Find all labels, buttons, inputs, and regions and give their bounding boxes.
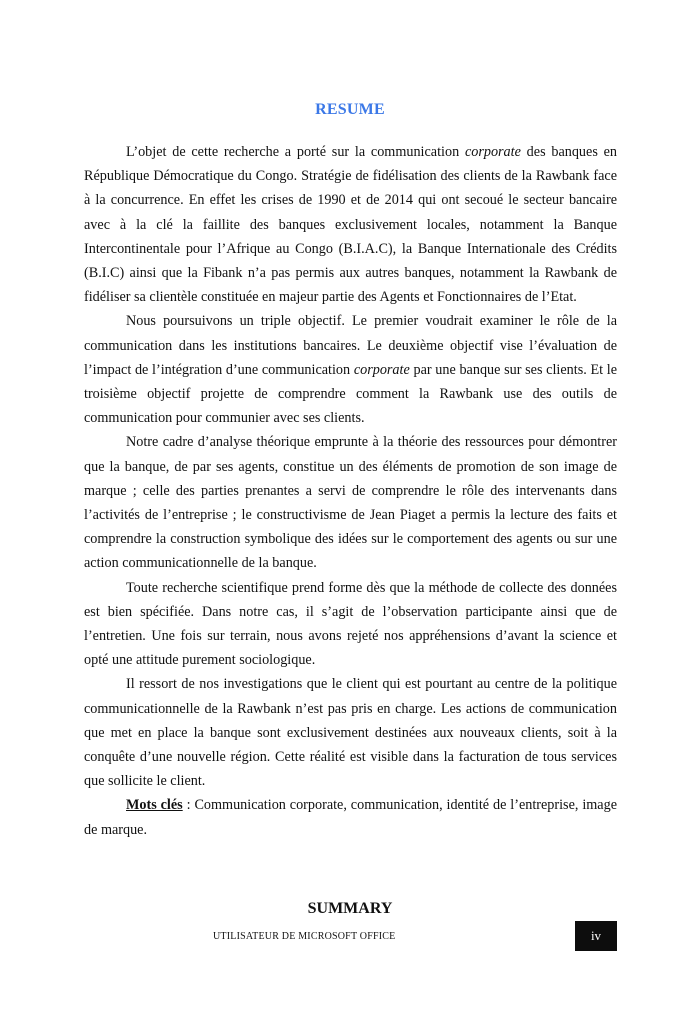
abstract-body [84,140,617,842]
paragraph-2-italic: corporate [353,361,410,378]
abstract-paragraph-4 [84,576,617,673]
paragraph-4-text: Toute recherche scientifique prend forme dès que la méthode de collecte des données est bien spécifiée. Dans notre cas, il s’agit de l’observation participante ainsi que de l’entretien. Une fois sur terrain, nous avons rejeté nos appréhensions d’avant la science et opté une attitude purement sociologique. [84,579,617,669]
keywords-text: : Communication corporate, communication, identité de l’entreprise, image de marque. [84,797,617,838]
paragraph-3-text: Notre cadre d’analyse théorique emprunte à la théorie des ressources pour démontrer que la banque, de par ses agents, constitue un des éléments de promotion de son image de marque ; celle des parties prenantes a servi de comprendre le rôle des intervenants dans l’activités de l’entreprise ; le constructivisme de Jean Piaget a permis la lecture des faits et comprendre la construction symbolique des idées sur le comportement des agents ou sur une action communicationnelle de la banque. [84,434,617,572]
footer-author: UTILISATEUR DE MICROSOFT OFFICE [213,931,396,942]
summary-title: SUMMARY [307,900,393,917]
paragraph-1-text-b: des banques en République Démocratique du Congo. Stratégie de fidélisation des clients de la Rawbank face à la concurrence. En effet les crises de 1990 et de 2014 qui ont secoué le secteur bancaire avec à la clé la faillite des banques exclusivement locales, notamment la Banque Intercontinentale pour l’Afrique au Congo (B.I.A.C), la Banque Internationale des Crédits (B.I.C) ainsi que la Fibank n’a pas permis aux autres banques, notamment la Rawbank de fidéliser sa clientèle constituée en majeur partie des Agents et Fonctionnaires de l’Etat. [84,144,618,306]
paragraph-2-text-b: par une banque sur ses clients. Et le troisième objectif projette de comprendre comment la Rawbank use des outils de communication pour communier avec ses clients. [84,361,617,427]
keywords-label: Mots clés [126,797,183,814]
abstract-paragraph-5 [84,672,617,793]
paragraph-1-italic: corporate [464,144,521,160]
abstract-paragraph-1 [84,140,617,309]
abstract-paragraph-2 [84,309,617,430]
keywords-line [84,793,617,841]
page-number: iv [575,921,617,951]
abstract-paragraph-3 [84,430,617,575]
paragraph-2-text-a: Nous poursuivons un triple objectif. Le premier voudrait examiner le rôle de la communication dans les institutions bancaires. Le deuxième objectif vise l’évaluation de l’impact de l’intégration d’une communication [84,313,617,378]
paragraph-5-text: Il ressort de nos investigations que le client qui est pourtant au centre de la politique communicationnelle de la Rawbank n’est pas pris en charge. Les actions de communication que met en place la banque sont exclusivement destinées aux nouveaux clients, soit à la conquête d’une nouvelle région. Cette réalité est visible dans la facturation de tous services que sollicite le client. [84,676,617,790]
paragraph-1-text-a: L’objet de cette recherche a porté sur la communication [126,144,465,160]
resume-title: RESUME [315,101,385,118]
